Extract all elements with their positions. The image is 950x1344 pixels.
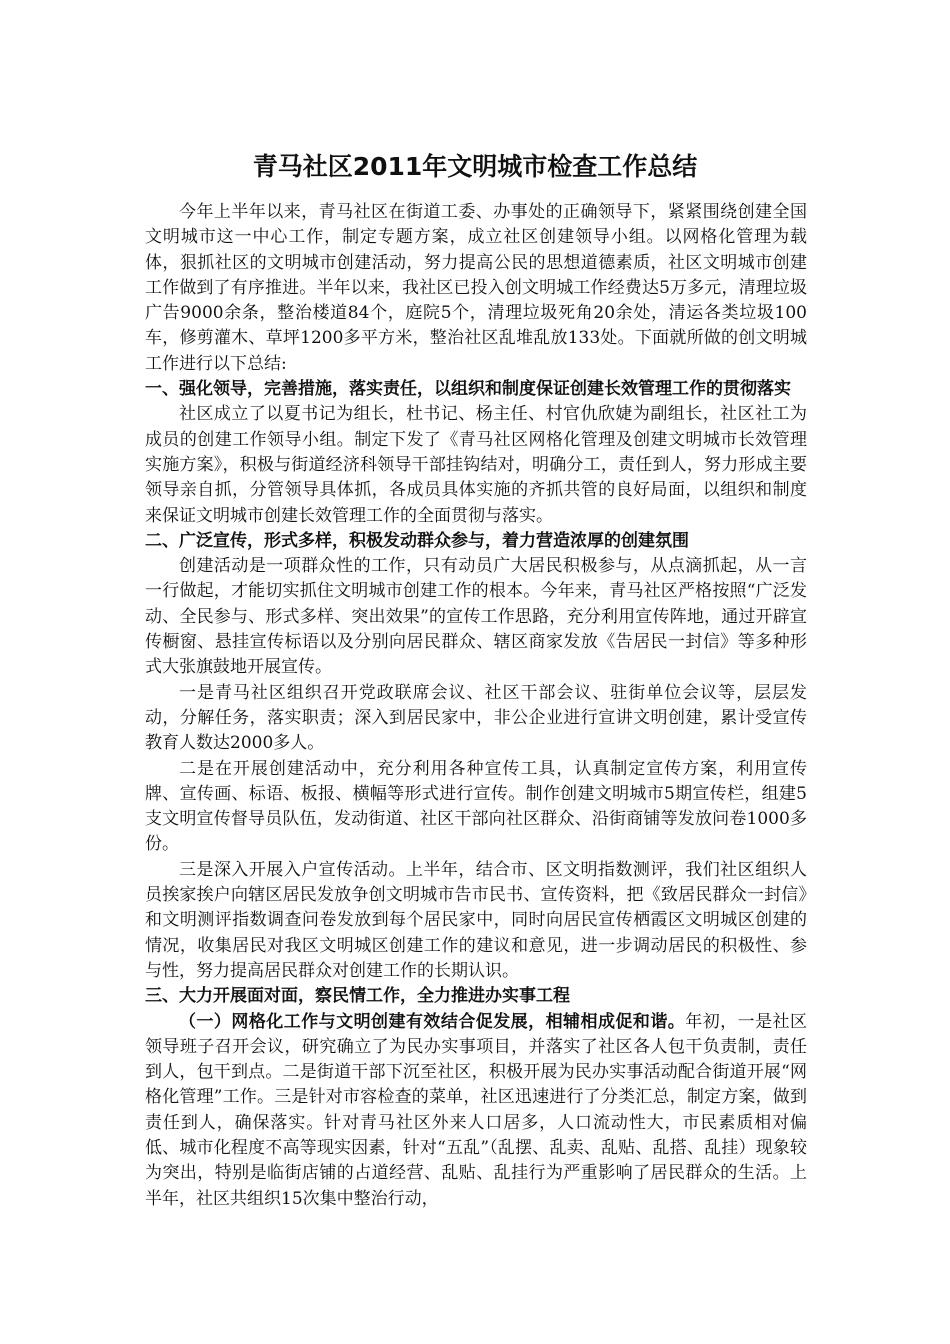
section-2-paragraph-2: 一是青马社区组织召开党政联席会议、社区干部会议、驻街单位会议等，层层发动，分解任务，落实职责；深入到居民家中，非公企业进行宣讲文明创建，累计受宣传教育人数达2000多人。	[145, 682, 807, 754]
section-2-heading: 二、广泛宣传，形式多样，积极发动群众参与，着力营造浓厚的创建氛围	[145, 530, 689, 551]
section-3-heading: 三、大力开展面对面，察民情工作，全力推进办实事工程	[145, 986, 570, 1007]
section-3-subheading-body: 年初，一是社区领导班子召开会议，研究确立了为民办实事项目，并落实了社区各人包干负责制，责任到人，包干到点。二是街道干部下沉至社区，积极开展为民办实事活动配合街道开展“网格化管理”工作。三是针对市容检查的菜单，社区迅速进行了分类汇总，制定方案，做到责任到人，确保落实。针对青马社区外来人口居多，人口流动性大，市民素质相对偏低、城市化程度不高等现实因素，针对“五乱”（乱摆、乱卖、乱贴、乱搭、乱挂）现象较为突出，特别是临街店铺的占道经营、乱贴、乱挂行为严重影响了居民群众的生活。上半年，社区共组织15次集中整治行动，	[145, 1011, 808, 1209]
document-title: 青马社区2011年文明城市检查工作总结	[252, 151, 698, 181]
document-body	[145, 200, 807, 1212]
section-3-subheading: （一）网格化工作与文明创建有效结合促发展，相辅相成促和谐。	[179, 1011, 686, 1032]
section-2-paragraph-1: 创建活动是一项群众性的工作，只有动员广大居民积极参与，从点滴抓起，从一言一行做起，才能切实抓住文明城市创建工作的根本。今年来，青马社区严格按照“广泛发动、全民参与、形式多样、突出效果”的宣传工作思路，充分利用宣传阵地，通过开辟宣传橱窗、悬挂宣传标语以及分别向居民群众、辖区商家发放《告居民一封信》等多种形式大张旗鼓地开展宣传。	[145, 556, 807, 678]
section-1-paragraph: 社区成立了以夏书记为组长，杜书记、杨主任、村官仇欣婕为副组长，社区社工为成员的创建工作领导小组。制定下发了《青马社区网格化管理及创建文明城市长效管理实施方案》，积极与街道经济科领导干部挂钩结对，明确分工，责任到人，努力形成主要领导亲自抓，分管领导具体抓，各成员具体实施的齐抓共管的良好局面，以组织和制度来保证文明城市创建长效管理工作的全面贯彻与落实。	[145, 404, 807, 526]
section-2-paragraph-4: 三是深入开展入户宣传活动。上半年，结合市、区文明指数测评，我们社区组织人员挨家挨户向辖区居民发放争创文明城市告市民书、宣传资料，把《致居民群众一封信》和文明测评指数调查问卷发放到每个居民家中，同时向居民宣传栖霞区文明城区创建的情况，收集居民对我区文明城区创建工作的建议和意见，进一步调动居民的积极性、参与性，努力提高居民群众对创建工作的长期认识。	[145, 859, 807, 981]
intro-paragraph: 今年上半年以来，青马社区在街道工委、办事处的正确领导下，紧紧围绕创建全国文明城市这一中心工作，制定专题方案，成立社区创建领导小组。以网格化管理为载体，狠抓社区的文明城市创建活动，努力提高公民的思想道德素质，社区文明城市创建工作做到了有序推进。半年以来，我社区已投入创文明城工作经费达5万多元，清理垃圾广告9000余条，整治楼道84个，庭院5个，清理垃圾死角20余处，清运各类垃圾100车，修剪灌木、草坪1200多平方米，整治社区乱堆乱放133处。下面就所做的创文明城工作进行以下总结:	[145, 202, 807, 374]
section-2-paragraph-3: 二是在开展创建活动中，充分利用各种宣传工具，认真制定宣传方案，利用宣传牌、宣传画、标语、板报、横幅等形式进行宣传。制作创建文明城市5期宣传栏，组建5支文明宣传督导员队伍，发动街道、社区干部向社区群众、沿街商铺等发放问卷1000多份。	[145, 758, 807, 855]
section-3-paragraph-1	[145, 1010, 807, 1212]
section-1-heading: 一、强化领导，完善措施，落实责任，以组织和制度保证创建长效管理工作的贯彻落实	[145, 379, 791, 400]
